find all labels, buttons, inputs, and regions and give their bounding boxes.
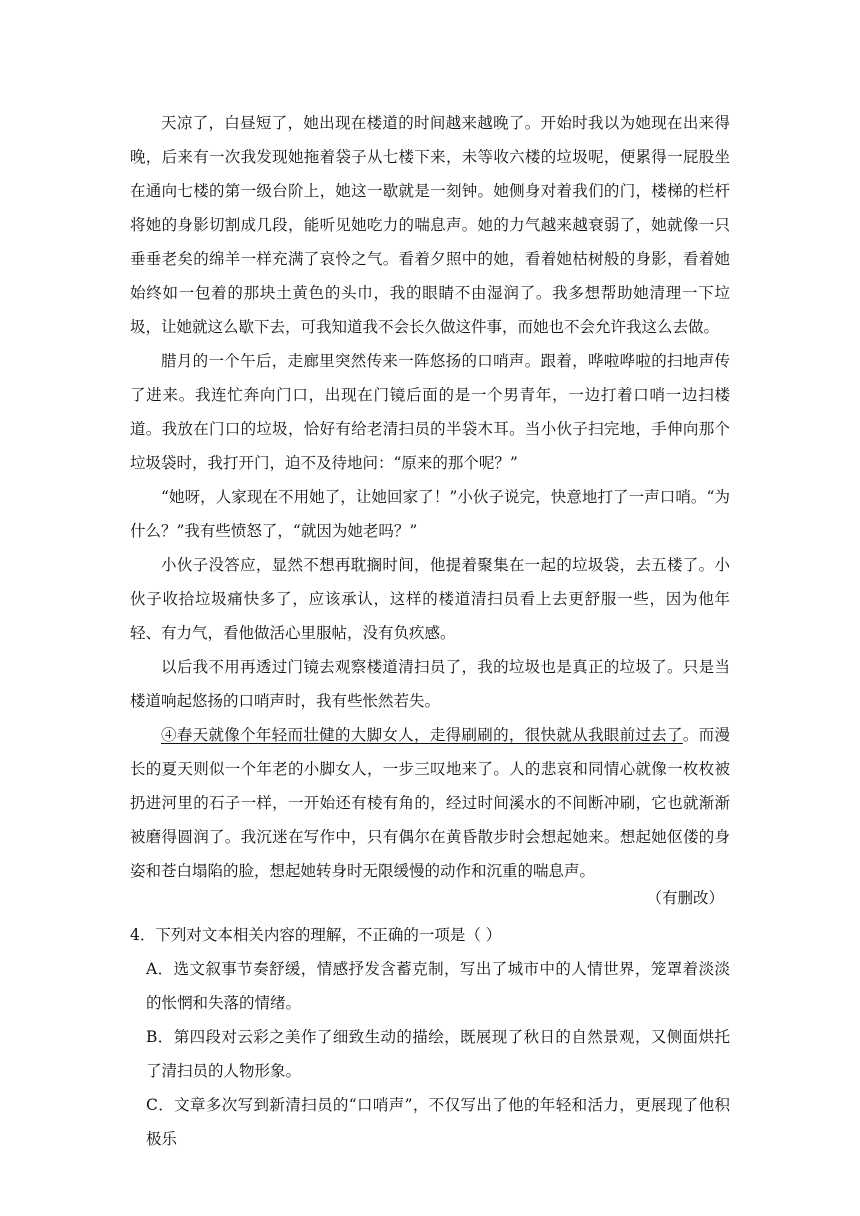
question-stem: 4．下列对文本相关内容的理解，不正确的一项是（ ） bbox=[130, 926, 502, 944]
option-a: A．选文叙事节奏舒缓，情感抒发含蓄克制，写出了城市中的人情世界，笼罩着淡淡的怅惘和失落的情绪。 bbox=[146, 960, 730, 1012]
paragraph-6 bbox=[130, 718, 730, 888]
option-b: B．第四段对云彩之美作了细致生动的描绘，既展现了秋日的自然景观，又侧面烘托了清扫员的人物形象。 bbox=[146, 1028, 730, 1080]
source-note: （有删改） bbox=[646, 889, 724, 907]
story-excerpt bbox=[130, 106, 730, 888]
option-c: C．文章多次写到新清扫员的“口哨声”，不仅写出了他的年轻和活力，更展现了他积极乐 bbox=[146, 1096, 730, 1148]
paragraph-2: 腊月的一个午后，走廊里突然传来一阵悠扬的口哨声。跟着，哗啦哗啦的扫地声传了进来。我连忙奔向门口，出现在门镜后面的是一个男青年，一边打着口哨一边扫楼道。我放在门口的垃圾，恰好有给老清扫员的半袋木耳。当小伙子扫完地，手伸向那个垃圾袋时，我打开门，迫不及待地问：“原来的那个呢？” bbox=[130, 352, 730, 472]
paragraph-3: “她呀，人家现在不用她了，让她回家了！”小伙子说完，快意地打了一声口哨。“为什么？”我有些愤怒了，“就因为她老吗？” bbox=[130, 488, 730, 540]
paragraph-4: 小伙子没答应，显然不想再耽搁时间，他提着聚集在一起的垃圾袋，去五楼了。小伙子收拾垃圾痛快多了，应该承认，这样的楼道清扫员看上去更舒服一些，因为他年轻、有力气，看他做活心里服帖，没有负疚感。 bbox=[130, 556, 730, 642]
paragraph-6-rest: 。而漫长的夏天则似一个年老的小脚女人，一步三叹地来了。人的悲哀和同情心就像一枚枚被扔进河里的石子一样，一开始还有棱有角的，经过时间溪水的不间断冲刷，它也就渐渐被磨得圆润了。我沉迷在写作中，只有偶尔在黄昏散步时会想起她来。想起她伛偻的身姿和苍白塌陷的脸，想起她转身时无限缓慢的动作和沉重的喘息声。 bbox=[130, 726, 730, 880]
question-4 bbox=[130, 918, 730, 1156]
paragraph-1: 天凉了，白昼短了，她出现在楼道的时间越来越晚了。开始时我以为她现在出来得晚，后来有一次我发现她拖着袋子从七楼下来，未等收六楼的垃圾呢，便累得一屁股坐在通向七楼的第一级台阶上，她这一歇就是一刻钟。她侧身对着我们的门，楼梯的栏杆将她的身影切割成几段，能听见她吃力的喘息声。她的力气越来越衰弱了，她就像一只垂垂老矣的绵羊一样充满了哀怜之气。看着夕照中的她，看着她枯树般的身影，看着她始终如一包着的那块土黄色的头巾，我的眼睛不由湿润了。我多想帮助她清理一下垃圾，让她就这么歇下去，可我知道我不会长久做这件事，而她也不会允许我这么去做。 bbox=[130, 114, 730, 336]
paragraph-5: 以后我不用再透过门镜去观察楼道清扫员了，我的垃圾也是真正的垃圾了。只是当楼道响起悠扬的口哨声时，我有些怅然若失。 bbox=[130, 658, 730, 710]
underlined-sentence: ④春天就像个年轻而壮健的大脚女人，走得刷刷的，很快就从我眼前过去了 bbox=[161, 726, 683, 744]
